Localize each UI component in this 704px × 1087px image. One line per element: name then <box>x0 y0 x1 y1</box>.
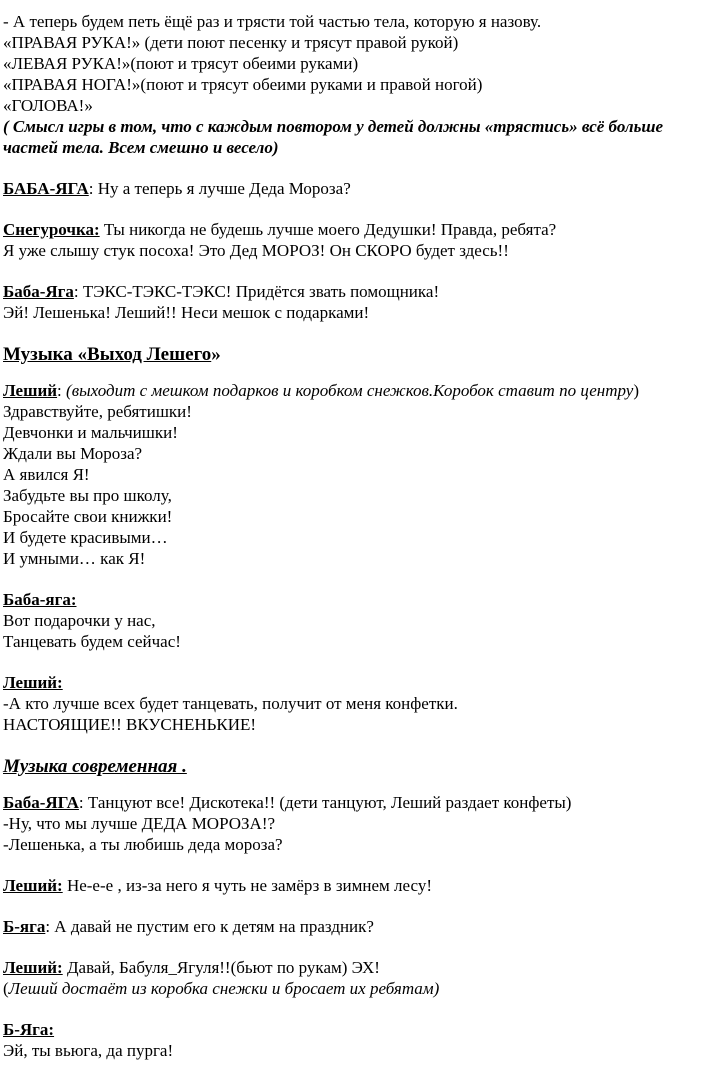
replica-leshy-2 <box>3 875 696 896</box>
speaker-label: Баба-ЯГА <box>3 793 79 812</box>
speaker-label: Б-яга <box>3 917 46 936</box>
verse-line: Танцевать будем сейчас! <box>3 632 181 651</box>
speaker-label: Леший <box>3 381 58 400</box>
speaker-label-baba-yaga: Баба-яга: <box>3 590 77 609</box>
replica-line: -А кто лучше всех будет танцевать, получит от меня конфетки. <box>3 694 458 713</box>
verse-line: А явился Я! <box>3 465 90 484</box>
heading-tail: » <box>211 344 221 365</box>
verse-line: И будете красивыми… <box>3 528 168 547</box>
speaker-label-leshy: Леший: <box>3 673 63 692</box>
replica-line: Я уже слышу стук посоха! Это Дед МОРОЗ! Он СКОРО будет здесь!! <box>3 241 509 260</box>
colon: : <box>57 381 67 400</box>
verse-line: Девчонки и мальчишки! <box>3 423 178 442</box>
replica-leshy-3 <box>3 957 696 978</box>
intro-line-1: - А теперь будем петь ёщё раз и трясти той частью тела, которую я назову. <box>3 12 542 31</box>
replica-text: : Ну а теперь я лучше Деда Мороза? <box>88 179 351 198</box>
speaker-label: БАБА-ЯГА <box>3 179 89 198</box>
verse-line: И умными… как Я! <box>3 549 146 568</box>
replica-text: : А давай не пустим его к детям на праздник? <box>45 917 374 936</box>
replica-text: Не-е-е , из-за него я чуть не замёрз в зимнем лесу! <box>62 876 432 895</box>
heading-text: Музыка современная . <box>3 756 187 777</box>
replica-text: : Танцуют все! Дискотека!! (дети танцуют, Леший раздает конфеты) <box>78 793 572 812</box>
speaker-label: Баба-Яга <box>3 282 74 301</box>
replica-line: -Лешенька, а ты любишь деда мороза? <box>3 835 283 854</box>
game-note-line-2: частей тела. Всем смешно и весело) <box>3 138 279 157</box>
replica-leshy-entrance <box>3 380 696 401</box>
replica-line: -Ну, что мы лучше ДЕДА МОРОЗА!? <box>3 814 276 833</box>
intro-line-2: «ПРАВАЯ РУКА!» (дети поют песенку и трясут правой рукой) <box>3 33 459 52</box>
stage-direction-line <box>3 978 696 999</box>
replica-text: Давай, Бабуля_Ягуля!!(бьют по рукам) ЭХ! <box>62 958 380 977</box>
speaker-label: Снегурочка: <box>3 220 100 239</box>
replica-line: НАСТОЯЩИЕ!! ВКУСНЕНЬКИЕ! <box>3 715 257 734</box>
intro-line-4: «ПРАВАЯ НОГА!»(поют и трясут обеими руками и правой ногой) <box>3 75 483 94</box>
paren-close: ) <box>633 381 639 400</box>
speaker-label: Леший: <box>3 958 63 977</box>
intro-line-5: «ГОЛОВА!» <box>3 96 93 115</box>
speaker-label-b-yaga: Б-Яга: <box>3 1020 55 1039</box>
stage-direction: (выходит с мешком подарков и коробком снежков.Коробок ставит по центру <box>66 381 634 400</box>
paren-open: ( <box>3 979 9 998</box>
stage-direction: Леший достаёт из коробка снежки и бросает их ребятам) <box>8 979 440 998</box>
music-heading-modern <box>3 755 696 778</box>
speaker-label: Леший: <box>3 876 63 895</box>
replica-baba-yaga-1 <box>3 178 696 199</box>
replica-b-yaga <box>3 916 696 937</box>
replica-text: : ТЭКС-ТЭКС-ТЭКС! Придётся звать помощника! <box>73 282 440 301</box>
verse-line: Здравствуйте, ребятишки! <box>3 402 192 421</box>
replica-baba-yaga-3 <box>3 792 696 813</box>
game-note-line-1: ( Смысл игры в том, что с каждым повтором у детей должны «трястись» всё больше <box>3 117 664 136</box>
verse-line: Ждали вы Мороза? <box>3 444 143 463</box>
verse-line: Эй, ты вьюга, да пурга! <box>3 1041 174 1060</box>
intro-line-3: «ЛЕВАЯ РУКА!»(поют и трясут обеими руками) <box>3 54 359 73</box>
heading-text: Музыка «Выход Лешего <box>3 344 212 365</box>
verse-line: Забудьте вы про школу, <box>3 486 172 505</box>
replica-snegurochka <box>3 219 696 240</box>
music-heading-leshy <box>3 343 696 366</box>
replica-baba-yaga-2 <box>3 281 696 302</box>
replica-text: Ты никогда не будешь лучше моего Дедушки! Правда, ребята? <box>99 220 557 239</box>
verse-line: Вот подарочки у нас, <box>3 611 156 630</box>
replica-line: Эй! Лешенька! Леший!! Неси мешок с подарками! <box>3 303 370 322</box>
verse-line: Бросайте свои книжки! <box>3 507 173 526</box>
